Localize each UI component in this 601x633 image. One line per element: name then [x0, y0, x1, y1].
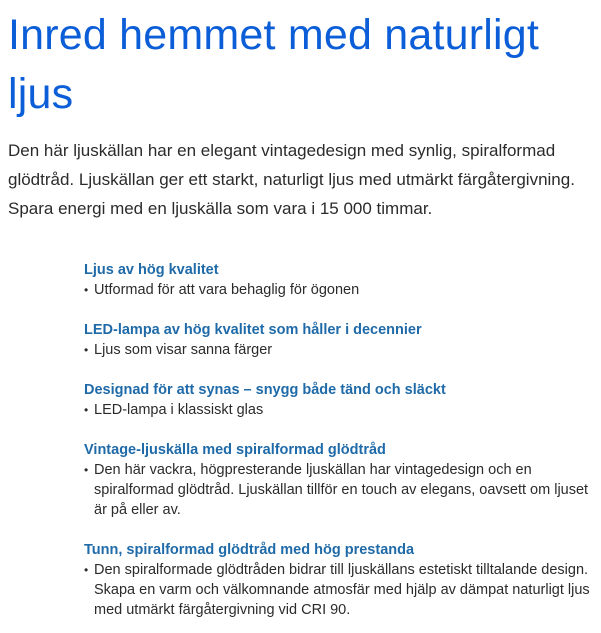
feature-bullet: [84, 340, 594, 360]
feature-bullet-text: Utformad för att vara behaglig för ögonen: [94, 282, 360, 298]
feature-item: [84, 440, 594, 520]
bullet-icon: •: [84, 563, 89, 577]
feature-item: [84, 260, 594, 300]
bullet-icon: •: [84, 283, 89, 297]
intro-paragraph: Den här ljuskällan har en elegant vintagedesign med synlig, spiralformad glödtråd. Ljuskällan ger ett starkt, naturligt ljus med utmärkt färgåtergivning. Spara energi med en ljuskälla som vara i 15 000 timmar.: [8, 141, 575, 218]
feature-heading: Ljus av hög kvalitet: [84, 262, 219, 278]
bullet-icon: •: [84, 343, 89, 357]
feature-bullet: [84, 460, 594, 520]
feature-bullet: [84, 400, 594, 420]
bullet-icon: •: [84, 463, 89, 477]
feature-item: [84, 540, 594, 620]
feature-bullet: [84, 560, 594, 620]
feature-item: [84, 380, 594, 420]
feature-bullet-text: Den spiralformade glödtråden bidrar till ljuskällans estetiskt tilltalande design. Skapa en varm och välkomnande atmosfär med hjälp av dämpat naturligt ljus med utmärkt färgåtergivning vid CRI 90.: [94, 562, 590, 618]
feature-bullet-text: LED-lampa i klassiskt glas: [94, 402, 264, 418]
feature-heading: Vintage-ljuskälla med spiralformad glödtråd: [84, 442, 386, 458]
feature-heading: LED-lampa av hög kvalitet som håller i decennier: [84, 322, 422, 338]
bullet-icon: •: [84, 403, 89, 417]
feature-list: [84, 260, 594, 620]
feature-bullet-text: Den här vackra, högpresterande ljuskällan har vintagedesign och en spiralformad glödtråd. Ljuskällan tillför en touch av elegans, oavsett om ljuset är på eller av.: [94, 462, 589, 518]
feature-bullet: [84, 280, 594, 300]
feature-heading: Tunn, spiralformad glödtråd med hög prestanda: [84, 542, 415, 558]
feature-bullet-text: Ljus som visar sanna färger: [94, 342, 273, 358]
feature-item: [84, 320, 594, 360]
feature-heading: Designad för att synas – snygg både tänd och släckt: [84, 382, 446, 398]
page-title: Inred hemmet med naturligt ljus: [8, 11, 540, 118]
